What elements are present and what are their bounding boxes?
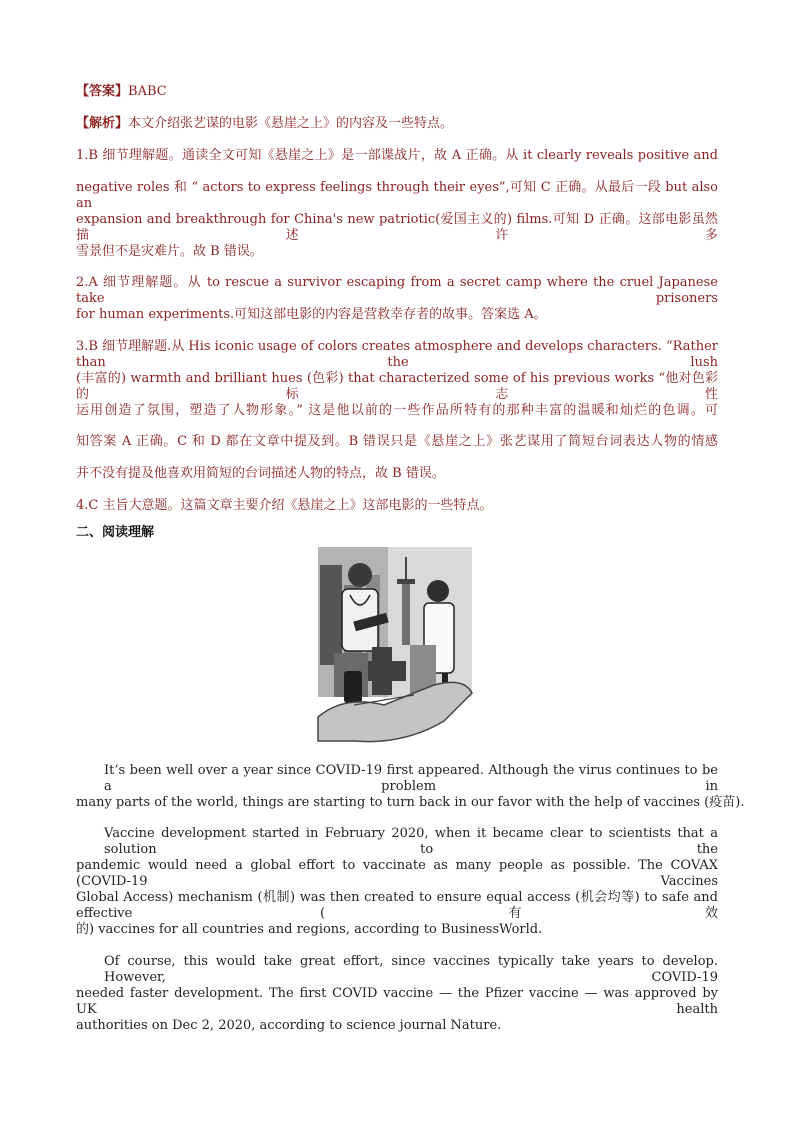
- passage-line: Of course, this would take great effort, since vaccines typically take years to develop. However, COVID-19: [104, 954, 718, 985]
- passage-line: pandemic would need a global effort to vaccinate as many people as possible. The COVAX (COVID-19 Vaccines: [76, 858, 718, 889]
- analysis-line: expansion and breakthrough for China's new patriotic(爱国主义的) films.可知 D 正确。这部电影虽然描述许多: [76, 212, 718, 243]
- building-silhouette: [320, 565, 342, 665]
- passage-line: Global Access) mechanism (机制) was then created to ensure equal access (机会均等) to safe and effective (有效: [76, 890, 718, 921]
- analysis-tag: 【解析】: [76, 116, 129, 131]
- analysis-line: 1.B 细节理解题。通读全文可知《悬崖之上》是一部谍战片，故 A 正确。从 it clearly reveals positive and: [76, 148, 718, 163]
- analysis-line: 2.A 细节理解题。从 to rescue a survivor escaping from a secret camp where the cruel Japanese take prisoners: [76, 275, 718, 306]
- analysis-line: 知答案 A 正确。C 和 D 都在文章中提及到。B 错误只是《悬崖之上》张艺谋用了简短台词表达人物的情感: [76, 434, 718, 449]
- passage-line: It’s been well over a year since COVID-19 first appeared. Although the virus continues to be a problem in: [104, 763, 718, 794]
- passage-line: Vaccine development started in February 2020, when it became clear to scientists that a solution to the: [104, 826, 718, 857]
- analysis-intro: 本文介绍张艺谋的电影《悬崖之上》的内容及一些特点。: [128, 116, 454, 131]
- passage-line: many parts of the world, things are starting to turn back in our favor with the help of vaccines (疫苗).: [76, 795, 745, 810]
- analysis-line: 雪景但不是灾难片。故 B 错误。: [76, 244, 263, 259]
- section-heading: 二、阅读理解: [76, 525, 155, 540]
- analysis-line: 运用创造了氛围，塑造了人物形象。” 这是他以前的一些作品所特有的那种丰富的温暖和灿烂的色调。可: [76, 403, 718, 418]
- analysis-line: for human experiments.可知这部电影的内容是营救幸存者的故事。答案选 A。: [76, 307, 547, 322]
- analysis-line: 4.C 主旨大意题。这篇文章主要介绍《悬崖之上》这部电影的一些特点。: [76, 498, 493, 513]
- passage-line: needed faster development. The first COVID vaccine — the Pfizer vaccine — was approved by UK health: [76, 986, 718, 1017]
- answer-tag: 【答案】: [76, 84, 129, 99]
- analysis-line: 并不没有提及他喜欢用简短的台词描述人物的特点，故 B 错误。: [76, 466, 445, 481]
- answer-line: [76, 84, 718, 100]
- analysis-line: (丰富的) warmth and brilliant hues (色彩) that characterized some of his previous works “他对色彩的标志性: [76, 371, 718, 402]
- analysis-line: negative roles 和 “ actors to express feelings through their eyes”,可知 C 正确。从最后一段 but also an: [76, 180, 718, 211]
- vaccine-illustration: [314, 545, 476, 750]
- passage-line: 的) vaccines for all countries and regions, according to BusinessWorld.: [76, 922, 543, 937]
- passage-line: authorities on Dec 2, 2020, according to science journal Nature.: [76, 1018, 502, 1033]
- answer-value: BABC: [128, 84, 167, 99]
- medicine-bottle: [344, 671, 362, 703]
- analysis-line: 3.B 细节理解题.从 His iconic usage of colors creates atmosphere and develops characters. “Rather than the lush: [76, 339, 719, 370]
- analysis-intro-line: [76, 116, 718, 132]
